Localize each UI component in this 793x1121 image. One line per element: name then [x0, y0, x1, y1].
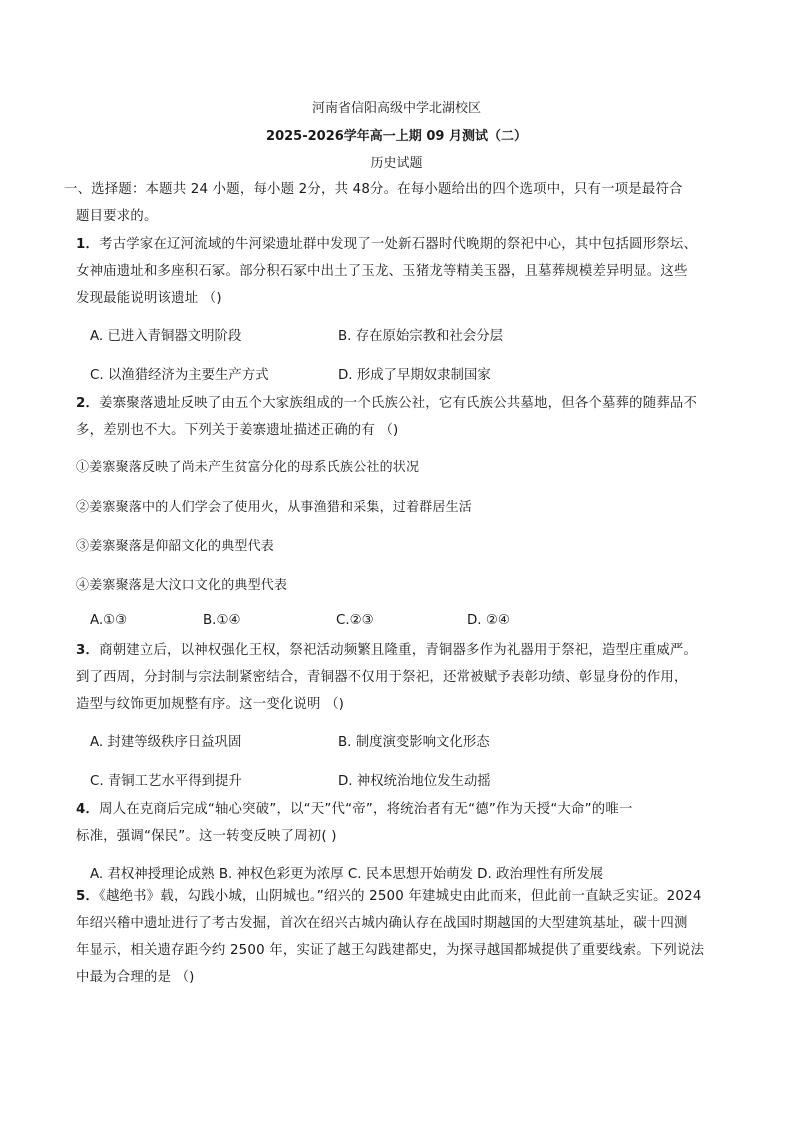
q2-statement-4: ④姜寨聚落是大汶口文化的典型代表 [76, 578, 288, 593]
subject-title: 历史试题 [370, 156, 423, 171]
q2-statement-1: ①姜寨聚落反映了尚未产生贫富分化的母系氏族公社的状况 [76, 460, 420, 475]
q1-option-d: D. 形成了早期奴隶制国家 [338, 368, 491, 383]
q5-stem-line1: 5．《越绝书》载，勾践小城，山阴城也。”绍兴的 2500 年建城史由此而来，但此前一直缺乏实证。2024 [76, 889, 702, 904]
q1-number: 1． [76, 237, 100, 252]
q2-statement-3: ③姜寨聚落是仰韶文化的典型代表 [76, 539, 275, 554]
q3-option-c: C. 青铜工艺水平得到提升 [90, 774, 242, 789]
q2-option-a: A.①③ [90, 613, 128, 628]
q1-option-a: A. 已进入青铜器文明阶段 [90, 329, 242, 344]
q2-statement-2: ②姜寨聚落中的人们学会了使用火，从事渔猎和采集，过着群居生活 [76, 500, 473, 515]
q2-option-c: C.②③ [336, 613, 374, 628]
q2-option-d: D. ②④ [467, 613, 510, 628]
school-name: 河南省信阳高级中学北湖校区 [311, 101, 481, 116]
q3-option-b: B. 制度演变影响文化形态 [338, 735, 490, 750]
q4-stem-line1: 4．周人在克商后完成“轴心突破”，以“天”代“帝”，将统治者有无“德”作为天授“大命”的唯一 [76, 802, 633, 817]
q4-number: 4． [76, 802, 100, 817]
section-instructions-line1: 一、选择题：本题共 24 小题，每小题 2分，共 48分。在每小题给出的四个选项中，只有一项是最符合 [64, 182, 683, 197]
q2-option-b: B.①④ [203, 613, 241, 628]
section-instructions-line2: 题目要求的。 [76, 209, 158, 224]
q3-option-a: A. 封建等级秩序日益巩固 [90, 735, 242, 750]
q4-options: A. 君权神授理论成熟 B. 神权色彩更为浓厚 C. 民本思想开始萌发 D. 政治理性有所发展 [90, 867, 604, 882]
q3-option-d: D. 神权统治地位发生动摇 [338, 774, 491, 789]
q5-stem-line2: 年绍兴稽中遗址进行了考古发掘，首次在绍兴古城内确认存在战国时期越国的大型建筑基址，碳十四测 [76, 916, 688, 931]
q4-stem-line2: 标准，强调“保民”。这一转变反映了周初( ) [76, 829, 337, 844]
q3-number: 3． [76, 643, 100, 658]
q5-number: 5． [76, 889, 100, 904]
q1-stem-line1: 1．考古学家在辽河流域的牛河梁遗址群中发现了一处新石器时代晚期的祭祀中心，其中包括圆形祭坛、 [76, 237, 698, 252]
q2-stem-line1: 2．姜寨聚落遗址反映了由五个大家族组成的一个氏族公社，它有氏族公共墓地，但各个墓葬的随葬品不 [76, 396, 698, 411]
q1-option-b: B. 存在原始宗教和社会分层 [338, 329, 503, 344]
q2-stem-line2: 多，差别也不大。下列关于姜寨遗址描述正确的有 （) [76, 423, 399, 438]
q5-stem-line3: 年显示，相关遗存距今约 2500 年，实证了越王勾践建都史，为探寻越国都城提供了重要线索。下列说法 [76, 943, 705, 958]
q2-number: 2． [76, 396, 100, 411]
q3-stem-line1: 3．商朝建立后，以神权强化王权，祭祀活动频繁且隆重，青铜器多作为礼器用于祭祀，造型庄重威严。 [76, 643, 698, 658]
q3-stem-line2: 到了西周，分封制与宗法制紧密结合，青铜器不仅用于祭祀，还常被赋予表彰功绩、彰显身份的作用， [76, 670, 688, 685]
q3-stem-line3: 造型与纹饰更加规整有序。这一变化说明 （) [76, 697, 345, 712]
q1-option-c: C. 以渔猎经济为主要生产方式 [90, 368, 269, 383]
q1-stem-line2: 女神庙遗址和多座积石冢。部分积石冢中出土了玉龙、玉猪龙等精美玉器，且墓葬规模差异明显。这些 [76, 264, 688, 279]
q5-stem-line4: 中最为合理的是 （) [76, 970, 195, 985]
exam-title: 2025-2026学年高一上期 09 月测试（二） [266, 129, 527, 144]
q1-stem-line3: 发现最能说明该遗址 （) [76, 291, 222, 306]
